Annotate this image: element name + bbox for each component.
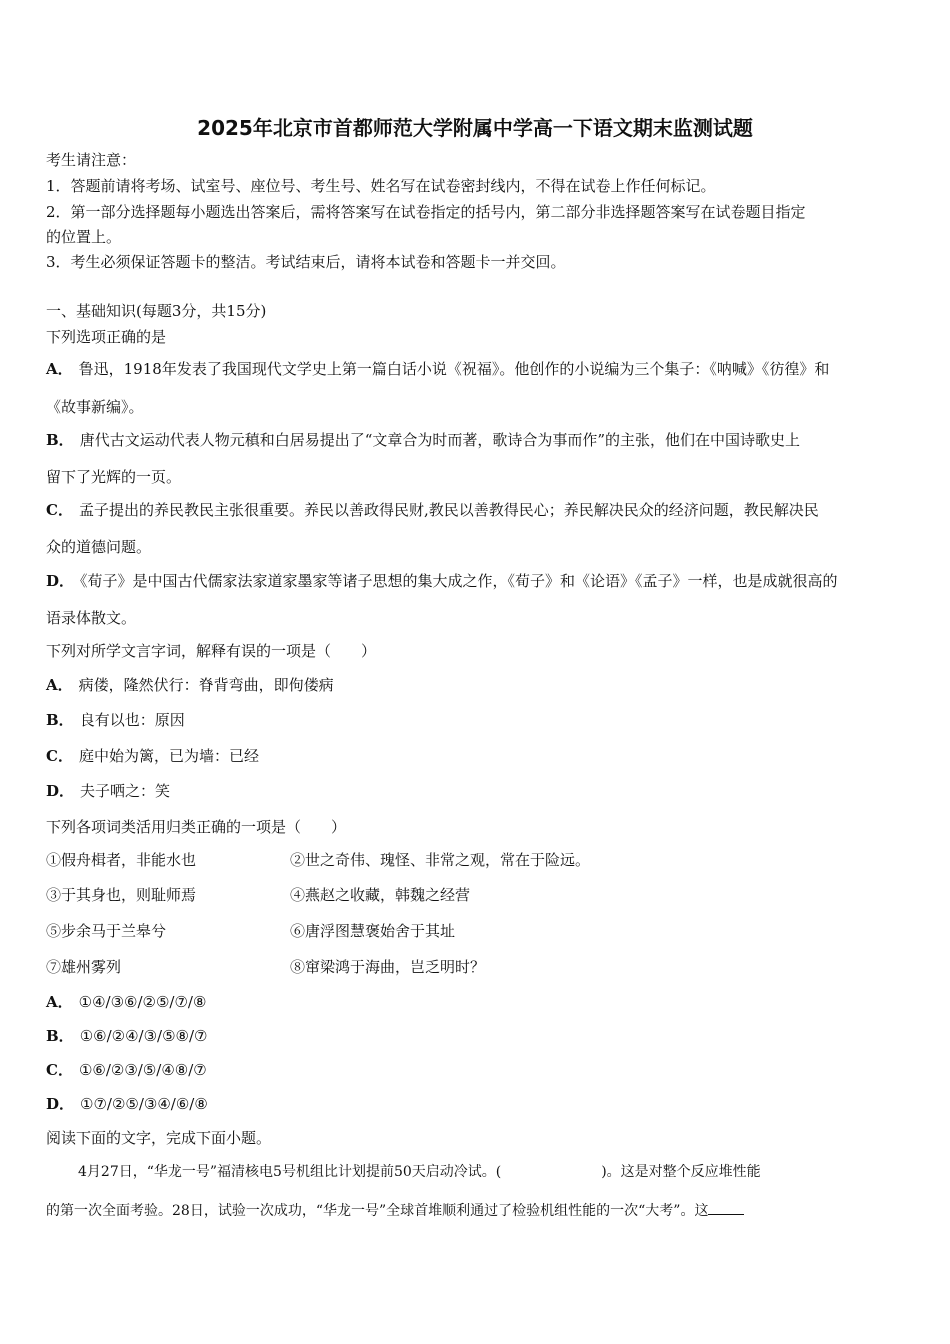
notice-item-2-cont: 的位置上。 [46, 228, 122, 246]
option-letter: B． [46, 1027, 74, 1045]
q3-item-5: ⑤步余马于兰皋兮 [46, 922, 167, 940]
option-letter: C． [46, 747, 73, 765]
q1-option-c-cont: 众的道德问题。 [46, 538, 152, 556]
q1-option-c [46, 500, 819, 520]
q2-option-a [46, 675, 334, 695]
q3-item-1: ①假舟楫者，非能水也 [46, 851, 197, 869]
q3-option-c [46, 1060, 207, 1080]
q1-stem: 下列选项正确的是 [46, 328, 167, 346]
q2-option-d [46, 781, 170, 801]
option-letter: D． [46, 1095, 75, 1113]
reading-text-1a: 4月27日，“华龙一号”福清核电5号机组比计划提前50天启动冷试。( [78, 1164, 502, 1180]
q1-option-b-text: 唐代古文运动代表人物元稹和白居易提出了“文章合为时而著，歌诗合为事而作”的主张，他们在中国诗歌史上 [79, 431, 801, 449]
q2-option-b [46, 710, 185, 730]
q1-option-d-cont: 语录体散文。 [46, 609, 137, 627]
page-title: 2025年北京市首都师范大学附属中学高一下语文期末监测试题 [197, 116, 753, 140]
q2-option-a-text: 病偻，隆然伏行：脊背弯曲，即佝偻病 [78, 676, 334, 694]
q3-item-6: ⑥唐浮图慧褒始舍于其址 [290, 922, 456, 940]
section-heading: 一、基础知识(每题3分，共15分) [46, 302, 267, 320]
q3-option-c-text: ①⑥/②③/⑤/④⑧/⑦ [78, 1061, 207, 1079]
q2-option-c-text: 庭中始为篱，已为墙：已经 [78, 747, 259, 765]
q3-option-d-text: ①⑦/②⑤/③④/⑥/⑧ [80, 1095, 208, 1113]
q3-option-b [46, 1026, 207, 1046]
q3-item-8: ⑧窜梁鸿于海曲，岂乏明时？ [290, 958, 486, 976]
q3-stem: 下列各项词类活用归类正确的一项是（ ） [46, 818, 347, 836]
q2-option-b-text: 良有以也：原因 [79, 711, 185, 729]
reading-paragraph-line-1 [78, 1162, 761, 1182]
q1-option-c-text: 孟子提出的养民教民主张很重要。养民以善政得民财,教民以善教得民心；养民解决民众的经济问题，教民解决民 [78, 501, 819, 519]
option-letter: A． [46, 993, 73, 1011]
reading-text-1b: )。这是对整个反应堆性能 [601, 1164, 761, 1180]
q2-option-c [46, 746, 259, 766]
q1-option-d [46, 571, 838, 591]
reading-paragraph-line-2 [46, 1200, 744, 1221]
option-letter: D． [46, 782, 75, 800]
q1-option-d-text: 《荀子》是中国古代儒家法家道家墨家等诸子思想的集大成之作，《荀子》和《论语》《孟子》一样，也是成就很高的 [80, 572, 838, 590]
q1-option-a [46, 359, 829, 379]
q1-option-a-text: 鲁迅，1918年发表了我国现代文学史上第一篇白话小说《祝福》。他创作的小说编为三个集子：《呐喊》《彷徨》和 [78, 360, 830, 378]
option-letter: D． [46, 572, 75, 590]
q1-option-a-cont: 《故事新编》。 [46, 398, 144, 416]
q3-option-a [46, 992, 206, 1012]
q1-option-b-cont: 留下了光辉的一页。 [46, 468, 182, 486]
option-letter: A． [46, 360, 73, 378]
option-letter: C． [46, 1061, 73, 1079]
continuation-underline [708, 1200, 744, 1215]
q3-item-7: ⑦雄州雾列 [46, 958, 122, 976]
q3-option-a-text: ①④/③⑥/②⑤/⑦/⑧ [78, 993, 207, 1011]
option-letter: A． [46, 676, 73, 694]
option-letter: B． [46, 431, 74, 449]
q2-stem: 下列对所学文言字词，解释有误的一项是（ ） [46, 642, 377, 660]
option-letter: B． [46, 711, 74, 729]
q3-option-d [46, 1094, 208, 1114]
option-letter: C． [46, 501, 73, 519]
q3-option-b-text: ①⑥/②④/③/⑤⑧/⑦ [79, 1027, 208, 1045]
notice-item-1: 1．答题前请将考场、试室号、座位号、考生号、姓名写在试卷密封线内，不得在试卷上作任何标记。 [46, 177, 716, 195]
notice-heading: 考生请注意： [46, 151, 137, 169]
notice-item-2: 2．第一部分选择题每小题选出答案后，需将答案写在试卷指定的括号内，第二部分非选择题答案写在试卷题目指定 [46, 203, 806, 221]
q2-option-d-text: 夫子哂之：笑 [80, 782, 171, 800]
q3-item-4: ④燕赵之收藏，韩魏之经营 [290, 886, 471, 904]
q1-option-b [46, 430, 800, 450]
q3-item-3: ③于其身也，则耻师焉 [46, 886, 197, 904]
notice-item-3: 3．考生必须保证答题卡的整洁。考试结束后，请将本试卷和答题卡一并交回。 [46, 253, 566, 271]
reading-text-2: 的第一次全面考验。28日，试验一次成功，“华龙一号”全球首堆顺利通过了检验机组性能的一次“大考”。这 [46, 1203, 709, 1219]
reading-intro: 阅读下面的文字，完成下面小题。 [46, 1129, 272, 1147]
q3-item-2: ②世之奇伟、瑰怪、非常之观，常在于险远。 [290, 851, 591, 869]
